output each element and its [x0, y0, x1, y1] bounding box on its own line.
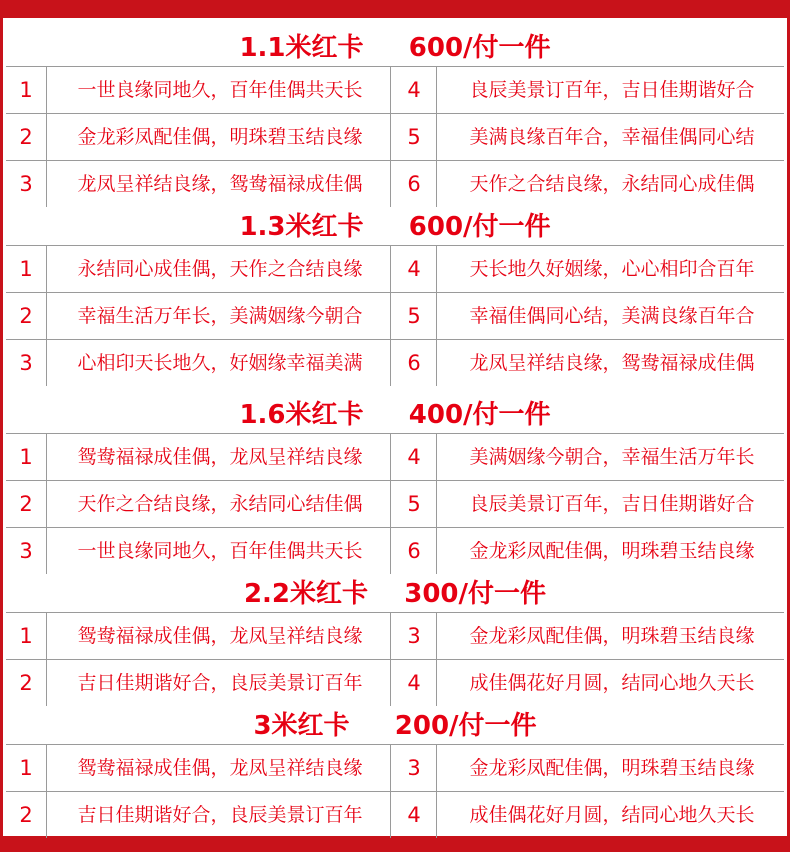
table-row [6, 660, 784, 706]
table-row [6, 745, 784, 792]
table-row [6, 114, 784, 161]
table-row [6, 340, 784, 386]
row-number: 2 [19, 671, 33, 695]
table-row [6, 528, 784, 574]
table-row [6, 161, 784, 207]
couplet-text: 成佳偶花好月圆，结同心地久天长 [469, 672, 755, 694]
row-number: 2 [19, 304, 33, 328]
section-title: 3米红卡 200/付一件 [6, 704, 784, 745]
couplet-text: 金龙彩凤配佳偶，明珠碧玉结良缘 [469, 757, 755, 779]
row-number: 4 [407, 803, 421, 827]
couplet-text: 天作之合结良缘，永结同心成佳偶 [469, 173, 755, 195]
table-row [6, 792, 784, 838]
bottom-red-border [0, 836, 790, 852]
section-title: 2.2米红卡 300/付一件 [6, 572, 784, 613]
row-number: 2 [19, 492, 33, 516]
price-section-1-6m [6, 393, 784, 574]
price-section-1-1m [6, 26, 784, 207]
couplet-text: 吉日佳期谐好合，良辰美景订百年 [77, 804, 363, 826]
couplet-text: 天长地久好姻缘，心心相印合百年 [469, 258, 755, 280]
couplet-text: 龙凤呈祥结良缘，鸳鸯福禄成佳偶 [77, 173, 363, 195]
row-number: 6 [407, 172, 421, 196]
couplet-text: 永结同心成佳偶，天作之合结良缘 [77, 258, 363, 280]
top-red-border [0, 0, 790, 18]
row-number: 1 [19, 756, 33, 780]
couplet-text: 鸳鸯福禄成佳偶，龙凤呈祥结良缘 [77, 625, 363, 647]
couplet-text: 鸳鸯福禄成佳偶，龙凤呈祥结良缘 [77, 446, 363, 468]
row-number: 3 [407, 756, 421, 780]
couplet-text: 龙凤呈祥结良缘，鸳鸯福禄成佳偶 [469, 352, 755, 374]
couplet-text: 鸳鸯福禄成佳偶，龙凤呈祥结良缘 [77, 757, 363, 779]
couplet-text: 美满良缘百年合，幸福佳偶同心结 [469, 126, 755, 148]
left-red-border [0, 0, 3, 852]
row-number: 3 [19, 351, 33, 375]
row-number: 1 [19, 78, 33, 102]
row-number: 6 [407, 539, 421, 563]
section-title: 1.1米红卡 600/付一件 [6, 26, 784, 67]
row-number: 4 [407, 445, 421, 469]
section-title: 1.3米红卡 600/付一件 [6, 205, 784, 246]
table-row [6, 434, 784, 481]
row-number: 4 [407, 78, 421, 102]
row-number: 5 [407, 125, 421, 149]
table-row [6, 481, 784, 528]
row-number: 1 [19, 257, 33, 281]
row-number: 1 [19, 624, 33, 648]
row-number: 2 [19, 125, 33, 149]
couplet-text: 心相印天长地久，好姻缘幸福美满 [77, 352, 363, 374]
row-number: 3 [19, 539, 33, 563]
row-number: 5 [407, 492, 421, 516]
table-row [6, 293, 784, 340]
price-section-3m [6, 704, 784, 838]
price-section-2-2m [6, 572, 784, 706]
table-row [6, 67, 784, 114]
row-number: 4 [407, 257, 421, 281]
row-number: 3 [19, 172, 33, 196]
couplet-text: 金龙彩凤配佳偶，明珠碧玉结良缘 [469, 540, 755, 562]
row-number: 4 [407, 671, 421, 695]
couplet-text: 金龙彩凤配佳偶，明珠碧玉结良缘 [469, 625, 755, 647]
row-number: 5 [407, 304, 421, 328]
couplet-text: 一世良缘同地久，百年佳偶共天长 [77, 79, 363, 101]
price-section-1-3m [6, 205, 784, 386]
row-number: 6 [407, 351, 421, 375]
table-row [6, 246, 784, 293]
table-row [6, 613, 784, 660]
row-number: 3 [407, 624, 421, 648]
section-title: 1.6米红卡 400/付一件 [6, 393, 784, 434]
couplet-text: 金龙彩凤配佳偶，明珠碧玉结良缘 [77, 126, 363, 148]
couplet-text: 幸福生活万年长，美满姻缘今朝合 [77, 305, 363, 327]
couplet-text: 良辰美景订百年，吉日佳期谐好合 [469, 493, 755, 515]
couplet-text: 吉日佳期谐好合，良辰美景订百年 [77, 672, 363, 694]
couplet-text: 成佳偶花好月圆，结同心地久天长 [469, 804, 755, 826]
row-number: 1 [19, 445, 33, 469]
couplet-text: 幸福佳偶同心结，美满良缘百年合 [469, 305, 755, 327]
row-number: 2 [19, 803, 33, 827]
couplet-text: 美满姻缘今朝合，幸福生活万年长 [469, 446, 755, 468]
couplet-text: 一世良缘同地久，百年佳偶共天长 [77, 540, 363, 562]
couplet-text: 良辰美景订百年，吉日佳期谐好合 [469, 79, 755, 101]
couplet-text: 天作之合结良缘，永结同心结佳偶 [77, 493, 363, 515]
